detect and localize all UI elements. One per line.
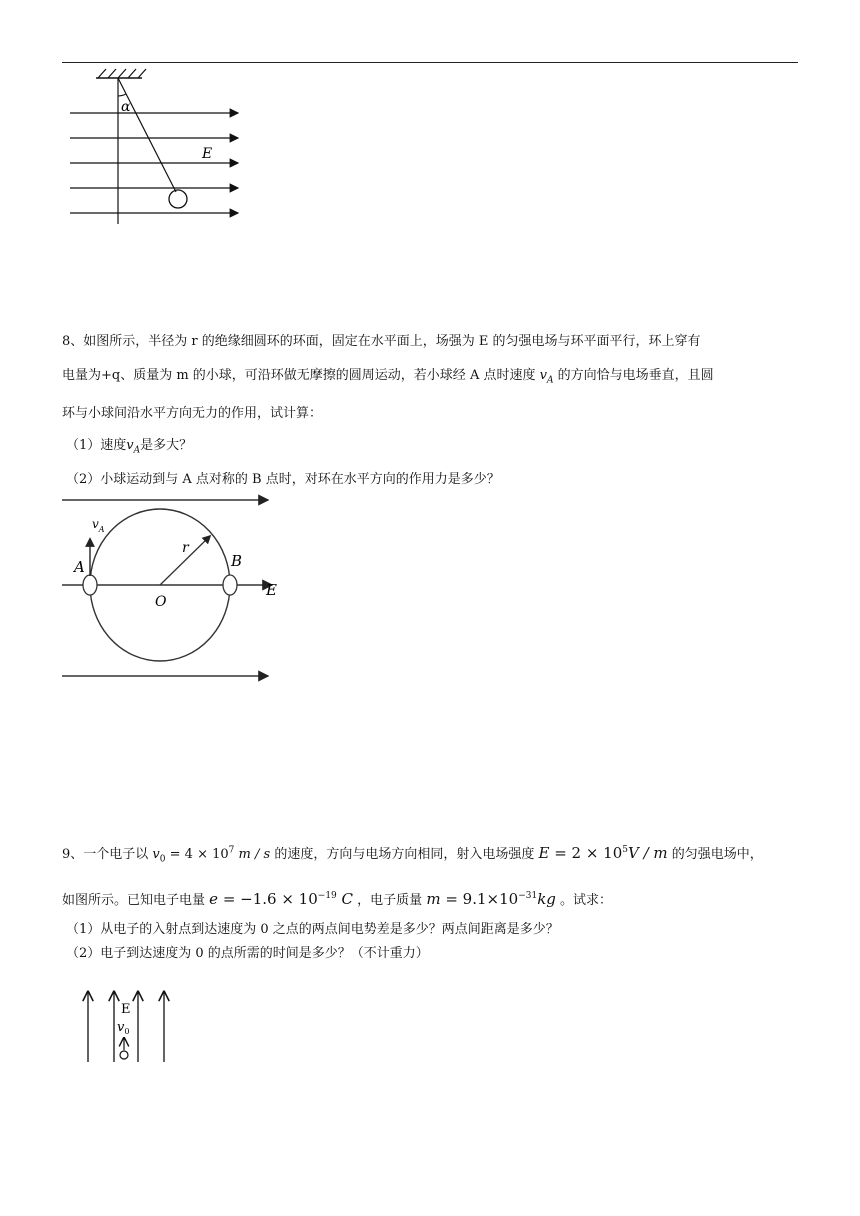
q9-m-expression: $m = 9.1\times 10^{-31}kg$: [426, 890, 556, 908]
q9-E-expression: $E = 2 \times 10^5V / m$: [538, 844, 668, 862]
q8-stem-line3: 环与小球间沿水平方向无力的作用，试计算：: [62, 406, 323, 421]
q8-velocity-symbol: $v_A$: [539, 368, 554, 386]
q8-subquestion-1: （1）速度$v_A$是多大？: [66, 438, 193, 456]
point-A-label: A: [74, 558, 85, 576]
ball-A: [83, 575, 97, 595]
q9-stem-line1: 9、一个电子以 $v_0 = 4 \times 10^7$ m / s 的速度，方向与电场方向相同，射入电场强度 $E = 2 \times 10^5V / m$ 的匀强电场中，: [62, 844, 763, 865]
angle-arc: [118, 94, 126, 96]
point-B-label: B: [231, 552, 243, 570]
q8-stem-text: 的方向恰与电场垂直，且圆: [557, 368, 714, 383]
q9-subquestion-1: （1）从电子的入射点到达速度为 0 之点的两点间电势差是多少？两点间距离是多少？: [66, 922, 559, 937]
q8-stem-line1: 8、如图所示，半径为 r 的绝缘细圆环的环面，固定在水平面上，场强为 E 的匀强电场与环平面平行，环上穿有: [62, 334, 701, 349]
ball-B: [223, 575, 237, 595]
field-label: E: [121, 1002, 131, 1017]
pendulum-field-figure: [60, 66, 250, 228]
q8-stem-text: 电量为+q、质量为 m 的小球，可沿环做无摩擦的圆周运动，若小球经 A 点时速度: [62, 368, 536, 383]
q9-e-expression: $e = -1.6 \times 10^{-19}$ C: [209, 890, 354, 908]
q8-velocity-symbol: $v_A$: [126, 438, 141, 456]
pendulum-ball: [169, 190, 187, 208]
ring-field-figure: [60, 494, 290, 684]
q8-stem-line2: [62, 368, 714, 389]
electron-field-figure: [80, 988, 180, 1068]
ceiling-hatch: [98, 69, 146, 78]
q9-subquestion-2: （2）电子到达速度为 0 的点所需的时间是多少？（不计重力）: [66, 946, 429, 961]
q8-subquestion-2: （2）小球运动到与 A 点对称的 B 点时，对环在水平方向的作用力是多少？: [66, 472, 500, 487]
field-label: E: [266, 581, 277, 599]
velocity-label: $v_A$: [92, 517, 105, 534]
q9-stem-line2: 如图所示。已知电子电量 $e = -1.6 \times 10^{-19}$ C ，电子质量 $m = 9.1\times 10^{-31}kg$ 。试求：: [62, 890, 613, 908]
header-rule: [62, 62, 798, 63]
velocity-label: $v_0$: [117, 1020, 130, 1036]
field-label: E: [202, 146, 213, 162]
angle-label: α: [121, 99, 131, 115]
pendulum-string: [118, 78, 176, 192]
q9-v0-expression: $v_0 = 4 \times 10^7$ m / s: [152, 845, 271, 865]
electron: [120, 1051, 128, 1059]
center-O-label: O: [155, 594, 167, 610]
radius-label: r: [182, 540, 189, 556]
